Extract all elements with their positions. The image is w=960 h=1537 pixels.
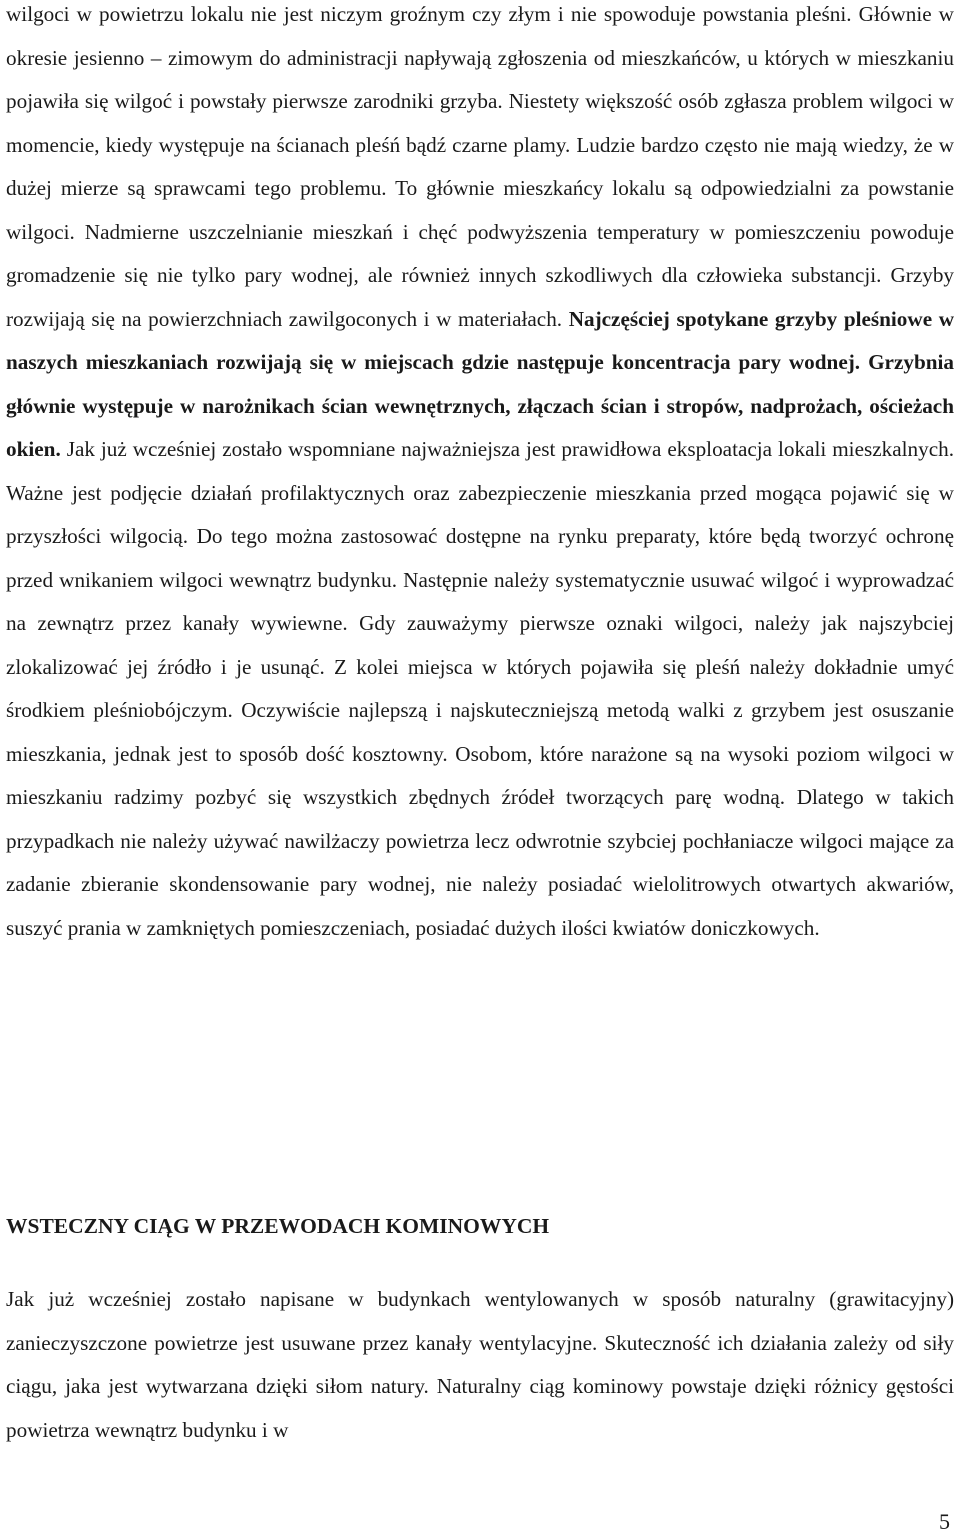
sentence: Osobom, które narażone są na wysoki poziom wilgoci w mieszkaniu radzimy pozbyć się wszystkich zbędnych źródeł tworzących parę wodną. <box>6 741 955 809</box>
paragraph-chimney-draft <box>6 1278 954 1452</box>
sentence: Głównie w okresie jesienno – zimowym do administracji napływają zgłoszenia od mieszkańców, u których w mieszkaniu pojawiła się wilgoć i powstały pierwsze zarodniki grzyba. <box>6 2 954 113</box>
sentence: Dlatego w takich przypadkach nie należy używać nawilżaczy powietrza lecz odwrotnie szybciej pochłaniacze wilgoci mające za zadanie zbieranie skondensowanie pary wodnej, nie należy posiadać wielolitrowych otwartych akwariów, suszyć prania w zamkniętych pomieszczeniach, posiadać dużych ilości kwiatów doniczkowych. <box>6 785 955 940</box>
sentence: Następnie należy systematycznie usuwać wilgoć i wyprowadzać na zewnątrz przez kanały wywiewne. <box>6 567 955 635</box>
sentence: Oczywiście najlepszą i najskuteczniejszą metodą walki z grzybem jest osuszanie mieszkania, jednak jest to sposób dość kosztowny. <box>6 698 954 766</box>
sentence: Jak już wcześniej zostało wspomniane najważniejsza jest prawidłowa eksploatacja lokali mieszkalnych. <box>66 437 954 461</box>
sentence: Naturalny ciąg kominowy powstaje dzięki różnicy gęstości powietrza wewnątrz budynku i w <box>6 1374 954 1442</box>
section-heading: WSTECZNY CIĄG W PRZEWODACH KOMINOWYCH <box>6 1214 550 1238</box>
sentence: Ludzie bardzo często nie mają wiedzy, że w dużej mierze są sprawcami tego problemu. <box>6 132 954 200</box>
sentence: Nadmierne uszczelnianie mieszkań i chęć podwyższenia temperatury w pomieszczeniu powoduje gromadzenie się nie tylko pary wodnej, ale również innych szkodliwych dla człowieka substancji. <box>6 219 954 287</box>
sentence: Gdy zauważymy pierwsze oznaki wilgoci, należy jak najszybciej zlokalizować jej źródło i je usunąć. <box>6 611 954 679</box>
bold-sentence: Najczęściej spotykane grzyby pleśniowe w naszych mieszkaniach rozwijają się w miejscach gdzie następuje koncentracja pary wodnej. <box>6 306 954 374</box>
page-number: 5 <box>939 1509 950 1534</box>
sentence: Ważne jest podjęcie działań profilaktycznych oraz zabezpieczenie mieszkania przed mogąca pojawić się w przyszłości wilgocią. <box>6 480 954 548</box>
sentence: To głównie mieszkańcy lokalu są odpowiedzialni za powstanie wilgoci. <box>6 176 954 244</box>
sentence: Niestety większość osób zgłasza problem wilgoci w momencie, kiedy występuje na ścianach pleśń bądź czarne plamy. <box>6 89 955 157</box>
sentence: Grzyby rozwijają się na powierzchniach zawilgoconych i w materiałach. <box>6 263 955 331</box>
paragraph-mold-prevention <box>6 0 954 950</box>
sentence: Do tego można zastosować dostępne na rynku preparaty, które będą tworzyć ochronę przed wnikaniem wilgoci wewnątrz budynku. <box>6 524 954 592</box>
sentence: wilgoci w powietrzu lokalu nie jest niczym groźnym czy złym i nie spowoduje powstania pleśni. <box>6 2 852 26</box>
bold-sentence: Grzybnia głównie występuje w narożnikach ścian wewnętrznych, złączach ścian i stropów, nadprożach, ościeżach okien. <box>6 350 954 461</box>
sentence: Skuteczność ich działania zależy od siły ciągu, jaka jest wytwarzana dzięki siłom natury. <box>6 1330 954 1398</box>
sentence: Z kolei miejsca w których pojawiła się pleśń należy dokładnie umyć środkiem pleśniobójczym. <box>6 654 954 722</box>
sentence: Jak już wcześniej zostało napisane w budynkach wentylowanych w sposób naturalny (grawitacyjny) zanieczyszczone powietrze jest usuwane przez kanały wentylacyjne. <box>6 1287 954 1355</box>
